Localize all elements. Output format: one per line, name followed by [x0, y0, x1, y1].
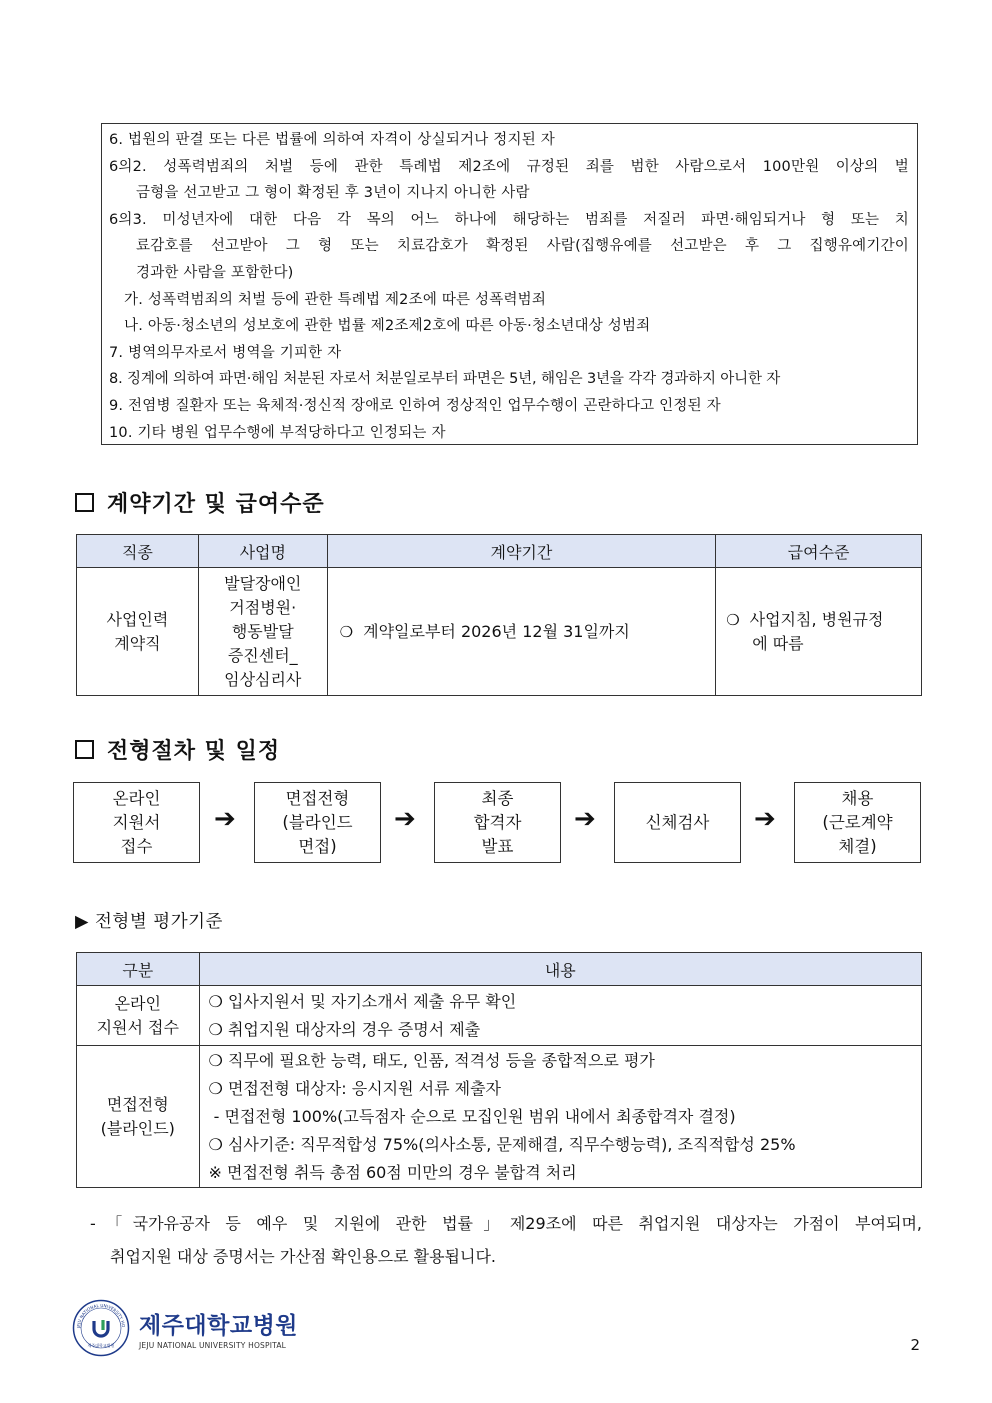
- process-step: [254, 782, 381, 863]
- step-line: 최종: [481, 788, 514, 808]
- svg-text:JEJU NATIONAL UNIVERSITY HOSPI: JEJU NATIONAL UNIVERSITY HO: [75, 1302, 127, 1329]
- process-flow: [73, 782, 921, 863]
- label-line: (블라인드): [100, 1118, 175, 1138]
- step-line: 온라인: [112, 788, 161, 808]
- step-line: 채용: [841, 788, 874, 808]
- table-header-cell: 구분: [77, 953, 200, 986]
- period-text: 계약일로부터 2026년 12월 31일까지: [363, 621, 630, 641]
- step-line: (블라인드: [282, 812, 353, 832]
- label-line: 온라인: [114, 993, 161, 1013]
- criteria-label-cell: [77, 986, 200, 1046]
- table-header-cell: 내용: [199, 953, 921, 986]
- criteria-item: ※ 면접전형 취득 총점 60점 미만의 경우 불합격 처리: [208, 1162, 577, 1182]
- svg-text:제주대학교병원: 제주대학교병원: [87, 1343, 115, 1348]
- job-type-cell: [77, 568, 199, 696]
- salary-text: 사업지침, 병원규정: [749, 609, 884, 629]
- table-header-cell: 사업명: [198, 535, 327, 568]
- disq-line: 금형을 선고받고 그 형이 확정된 후 3년이 지나지 아니한 사람: [136, 185, 530, 202]
- criteria-item: ❍ 직무에 필요한 능력, 태도, 인품, 적격성 등을 종합적으로 평가: [208, 1050, 655, 1070]
- logo-korean: 제주대학교병원: [139, 1312, 299, 1339]
- veteran-note: [90, 1207, 922, 1273]
- table-header-row: [77, 953, 922, 986]
- criteria-item: ❍ 면접전형 대상자: 응시지원 서류 제출자: [208, 1078, 502, 1098]
- criteria-item: ❍ 심사기준: 직무적합성 75%(의사소통, 문제해결, 직무수행능력), 조직적합성 25%: [208, 1134, 796, 1154]
- process-step: [614, 782, 741, 863]
- step-line: 체결): [838, 836, 877, 856]
- contract-heading-text: 계약기간 및 급여수준: [107, 492, 325, 517]
- note-line: 취업지원 대상 증명서는 가산점 확인용으로 활용됩니다.: [110, 1247, 497, 1266]
- disq-line: 9. 전염병 질환자 또는 육체적·정신적 장애로 인하여 정상적인 업무수행이 곤란하다고 인정된 자: [109, 397, 721, 414]
- salary-line: [726, 608, 921, 632]
- process-heading-text: 전형절차 및 일정: [107, 739, 281, 764]
- criteria-label-cell: [77, 1046, 200, 1188]
- step-line: 합격자: [473, 812, 522, 832]
- step-line: 지원서: [112, 812, 161, 832]
- process-step: [434, 782, 561, 863]
- step-line: 발표: [481, 836, 514, 856]
- step-line: 신체검사: [645, 812, 710, 832]
- project-line: 행동발달: [231, 621, 294, 641]
- table-row: [77, 1046, 922, 1188]
- process-section-heading: [75, 734, 280, 765]
- disq-line: 6. 법원의 판결 또는 다른 법률에 의하여 자격이 상실되거나 정지된 자: [109, 132, 555, 148]
- label-line: 면접전형: [106, 1094, 169, 1114]
- table-header-cell: 급여수준: [716, 535, 922, 568]
- disq-line: 경과한 사람을 포함한다): [136, 264, 294, 281]
- criteria-content-cell: [199, 986, 921, 1046]
- disq-line: 10. 기타 병원 업무수행에 부적당하다고 인정되는 자: [109, 424, 446, 441]
- salary-cell: [716, 568, 922, 696]
- table-row: [77, 986, 922, 1046]
- label-line: 지원서 접수: [96, 1017, 179, 1037]
- disq-line: 6의3. 미성년자에 대한 다음 각 목의 어느 하나에 해당하는 범죄를 저질러 파면·해임되거나 형 또는 치: [109, 211, 909, 228]
- project-line: 거점병원·: [229, 597, 297, 617]
- step-line: (근로계약: [822, 812, 893, 832]
- disq-line: 나. 아동·청소년의 성보호에 관한 법률 제2조제2호에 따른 아동·청소년대상 성범죄: [124, 318, 651, 335]
- project-line: 발달장애인: [224, 573, 302, 593]
- period-cell: [327, 568, 716, 696]
- table-header-row: [77, 535, 922, 568]
- disq-line: 6의2. 성폭력범죄의 처벌 등에 관한 특례법 제2조에 규정된 죄를 범한 사람으로서 100만원 이상의 벌: [109, 158, 909, 175]
- criteria-title: ▶ 전형별 평가기준: [75, 912, 223, 932]
- project-line: 임상심리사: [224, 669, 302, 689]
- project-cell: [198, 568, 327, 696]
- disq-line: 료감호를 선고받아 그 형 또는 치료감호가 확정된 사람(집행유예를 선고받은 후 그 집행유예기간이: [136, 238, 909, 255]
- disqualification-box: [101, 123, 918, 445]
- criteria-item: ❍ 입사지원서 및 자기소개서 제출 유무 확인: [208, 991, 517, 1011]
- arrow-right-icon: ➔: [214, 804, 236, 834]
- criteria-content-cell: [199, 1046, 921, 1188]
- table-row: [77, 568, 922, 696]
- hospital-logo: [72, 1299, 298, 1357]
- logo-text: [139, 1307, 298, 1350]
- logo-english: JEJU NATIONAL UNIVERSITY HOSPITAL: [139, 1340, 287, 1350]
- hospital-seal-icon: [72, 1299, 130, 1357]
- project-line: 증진센터_: [227, 645, 298, 665]
- salary-line: 에 따름: [752, 633, 804, 653]
- checkbox-square-icon: [75, 493, 94, 512]
- step-line: 접수: [120, 836, 153, 856]
- arrow-right-icon: ➔: [754, 804, 776, 834]
- evaluation-table: [76, 952, 922, 1188]
- checkbox-square-icon: [75, 740, 94, 759]
- process-step: [73, 782, 200, 863]
- step-line: 면접): [298, 836, 337, 856]
- arrow-right-icon: ➔: [574, 804, 596, 834]
- page-number: 2: [910, 1336, 920, 1354]
- contract-section-heading: [75, 487, 325, 518]
- step-line: 면접전형: [285, 788, 350, 808]
- criteria-item: - 면접전형 100%(고득점자 순으로 모집인원 범위 내에서 최종합격자 결정): [208, 1106, 736, 1126]
- note-line: -「국가유공자 등 예우 및 지원에 관한 법률」제29조에 따른 취업지원 대상자는 가점이 부여되며,: [90, 1214, 922, 1233]
- job-type-line: 사업인력: [106, 609, 169, 629]
- arrow-right-icon: ➔: [394, 804, 416, 834]
- process-step: [794, 782, 921, 863]
- table-header-cell: 직종: [77, 535, 199, 568]
- circle-bullet-icon: ❍: [726, 610, 740, 629]
- disq-line: 8. 징계에 의하여 파면·해임 처분된 자로서 처분일로부터 파면은 5년, 해임은 3년을 각각 경과하지 아니한 자: [109, 371, 781, 388]
- disq-line: 가. 성폭력범죄의 처벌 등에 관한 특례법 제2조에 따른 성폭력범죄: [124, 291, 547, 308]
- disq-line: 7. 병역의무자로서 병역을 기피한 자: [109, 344, 342, 361]
- circle-bullet-icon: ❍: [339, 622, 354, 641]
- criteria-item: ❍ 취업지원 대상자의 경우 증명서 제출: [208, 1019, 481, 1039]
- table-header-cell: 계약기간: [327, 535, 716, 568]
- contract-table: [76, 534, 922, 696]
- job-type-line: 계약직: [114, 633, 161, 653]
